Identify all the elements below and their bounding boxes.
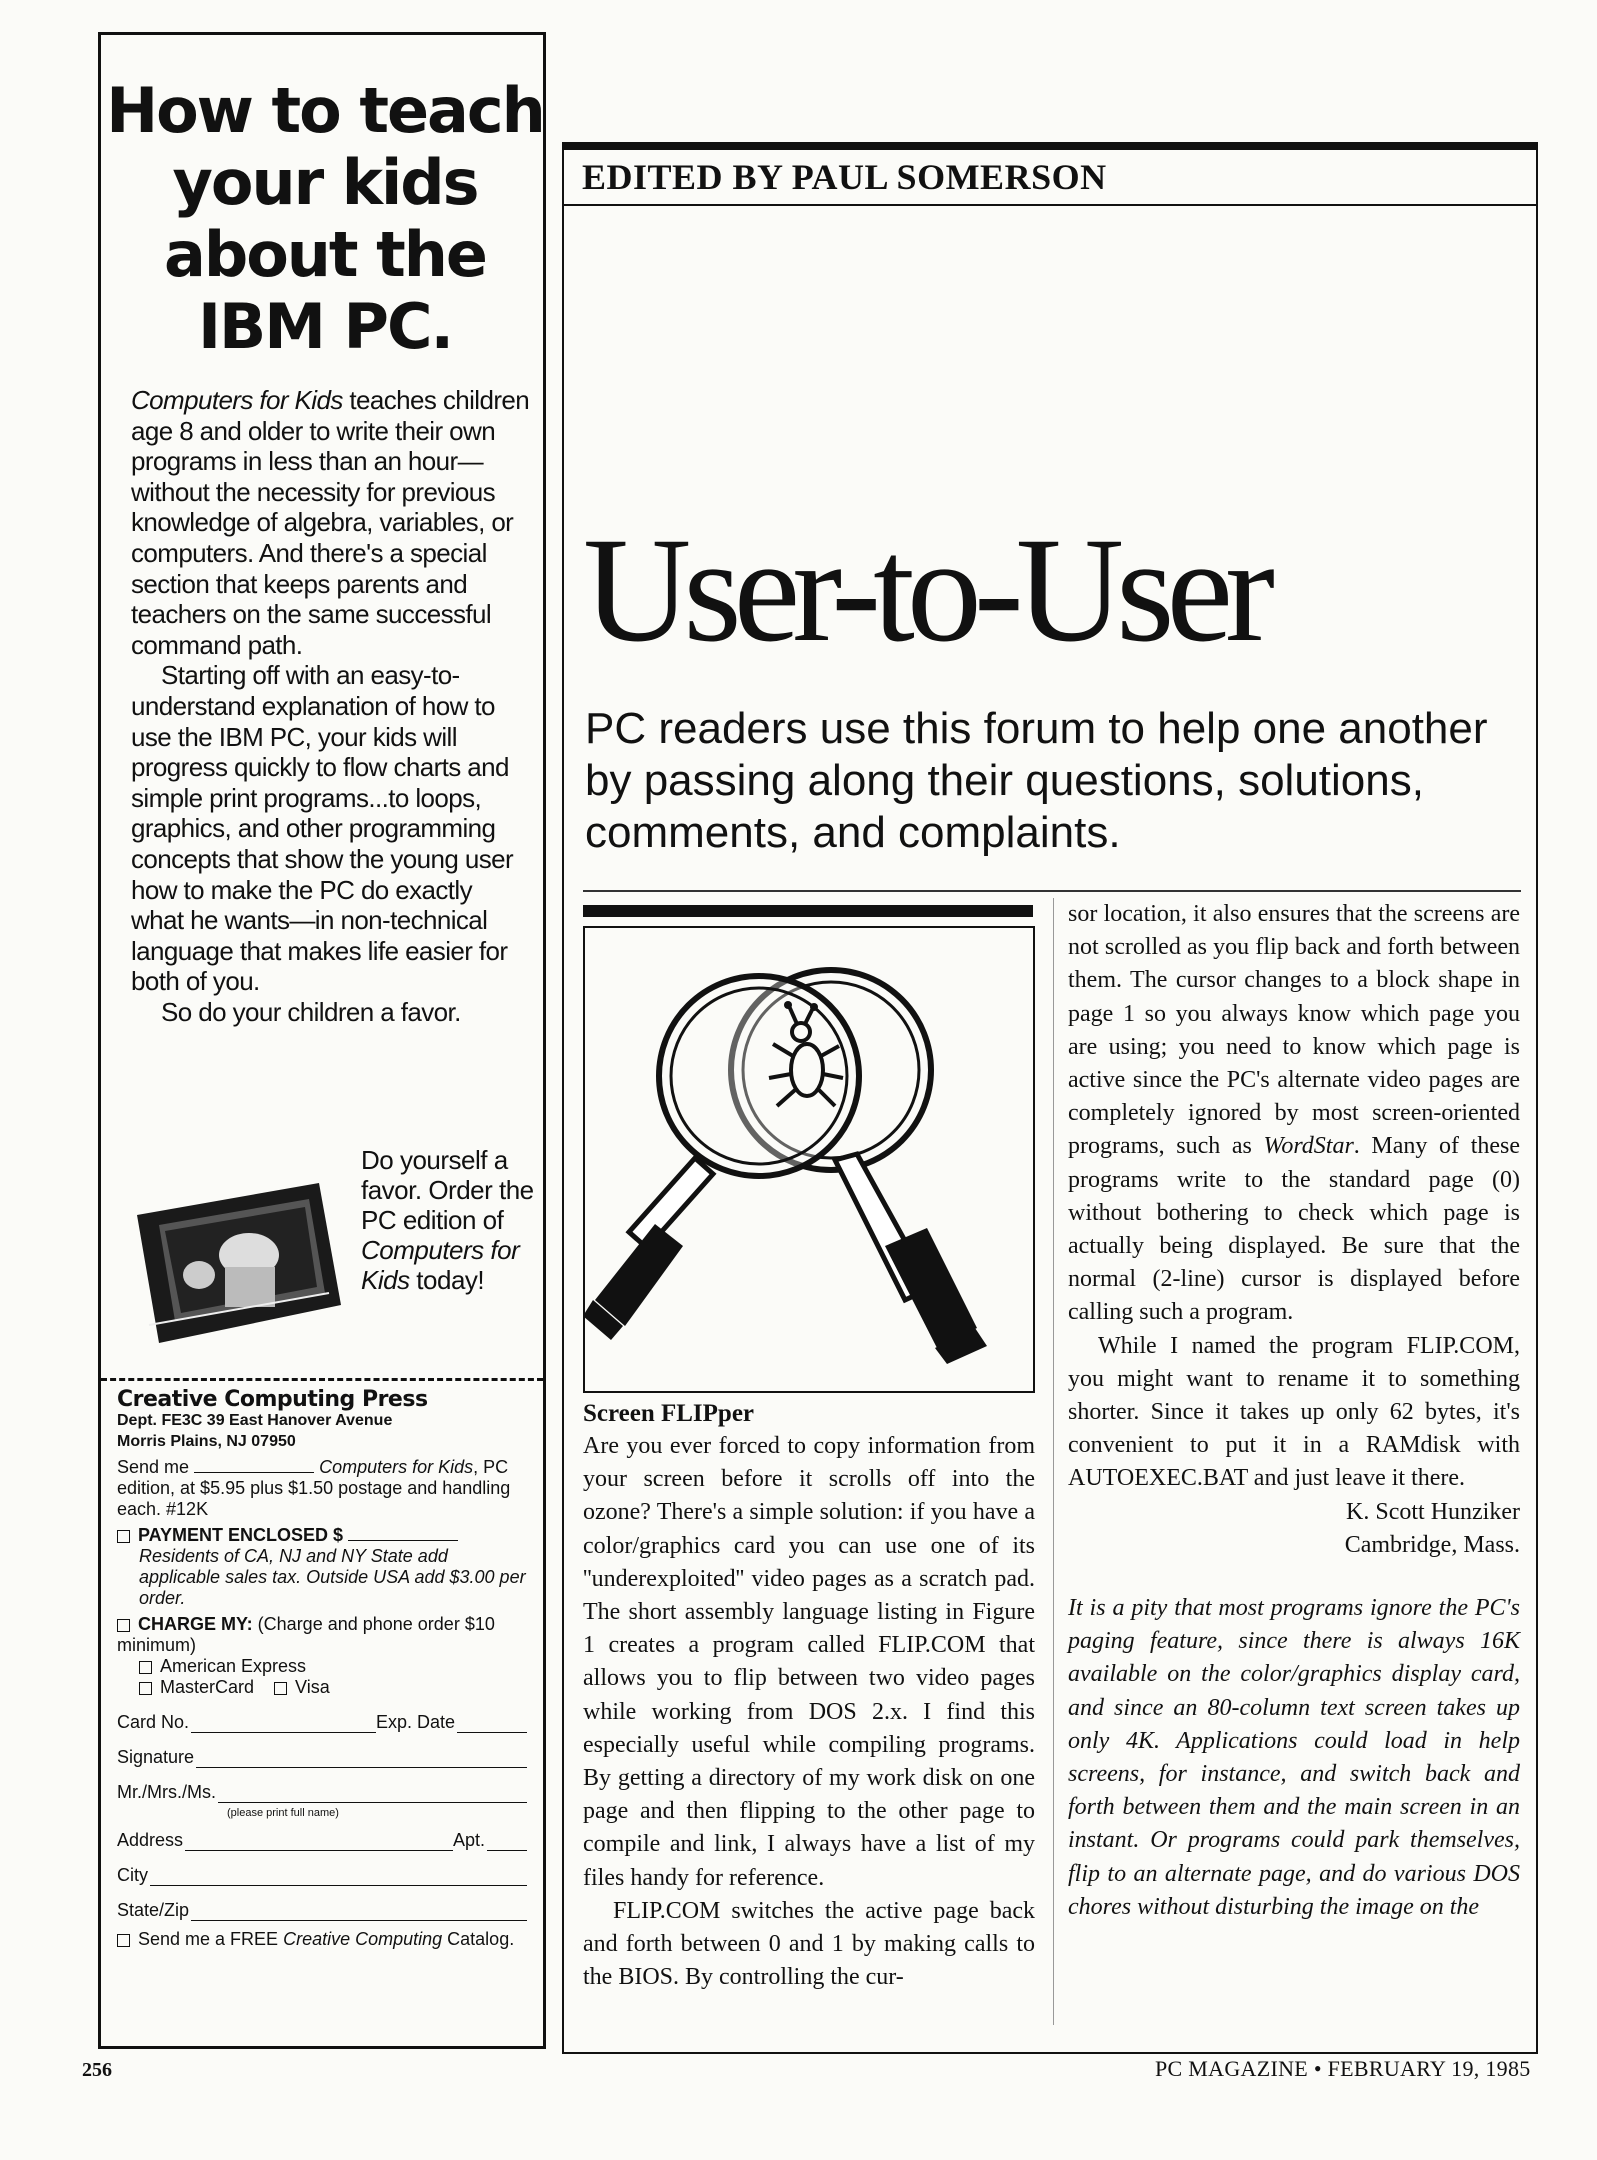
apt-label: Apt. bbox=[452, 1830, 485, 1850]
ad-offer-text bbox=[361, 1145, 536, 1295]
edited-by-line: EDITED BY PAUL SOMERSON bbox=[582, 157, 1107, 197]
city-field[interactable] bbox=[117, 1865, 527, 1886]
catalog-text-title: Creative Computing bbox=[283, 1929, 443, 1949]
state-zip-label: State/Zip bbox=[117, 1900, 190, 1920]
mastercard-label: MasterCard bbox=[160, 1677, 255, 1697]
catalog-option bbox=[117, 1929, 527, 1950]
catalog-text-post: Catalog. bbox=[442, 1929, 515, 1949]
payment-note: Residents of CA, NJ and NY State add applicable sales tax. Outside USA add $3.00 per order. bbox=[139, 1546, 526, 1608]
card-type-options bbox=[139, 1656, 527, 1698]
order-coupon bbox=[101, 1378, 543, 2051]
charge-note: (Charge and phone order $10 minimum) bbox=[117, 1614, 495, 1655]
quantity-blank[interactable] bbox=[194, 1472, 314, 1473]
mastercard-checkbox[interactable] bbox=[139, 1682, 152, 1695]
section-heading: Screen FLIPper bbox=[583, 1400, 755, 1427]
subtitle-rule bbox=[583, 890, 1521, 892]
amex-checkbox[interactable] bbox=[139, 1661, 152, 1674]
payment-option bbox=[117, 1525, 527, 1609]
column-1-paragraph-1: Are you ever forced to copy information from your screen before it scrolls off into the ozone? There's a simple solution: if you have a color/graphics card you can use one of its ''underexploited'' video pages as a scratch pad. The short assembly language listing in Figure 1 creates a program called FLIP.COM that allows you to flip between two video pages while working from DOS 2.x. I find this especially useful while compiling programs. By getting a directory of my work disk on one page and then flipping to the other page to compile and link, I always have a list of my files handy for reference. bbox=[583, 1433, 1035, 1891]
illustration-bar bbox=[583, 905, 1033, 917]
page-number: 256 bbox=[82, 2059, 112, 2081]
article-subtitle: PC readers use this forum to help one another by passing along their questions, solutions, comments, and complaints. bbox=[585, 704, 1488, 857]
city-label: City bbox=[117, 1865, 148, 1885]
ad-headline: How to teach your kids about the IBM PC. bbox=[106, 74, 544, 363]
wordstar-title: WordStar bbox=[1263, 1133, 1354, 1160]
ad-paragraph-1-text: teaches children age 8 and older to write their own programs in less than an hour—without the necessity for previous knowledge of algebra, variables, or computers. And there's a special section that keeps parents and teachers on the same successful command path. bbox=[131, 385, 530, 660]
send-me-line bbox=[117, 1457, 527, 1520]
ad-paragraph-2: Starting off with an easy-to-understand explanation of how to use the IBM PC, your kids will progress quickly to flow charts and simple print programs...to loops, graphics, and other programming concepts that show the young user how to make the PC do exactly what he wants—in non-technical language that makes life easier for both of you. bbox=[131, 660, 514, 997]
catalog-checkbox[interactable] bbox=[117, 1934, 130, 1947]
offer-text-post: today! bbox=[409, 1265, 485, 1295]
signature-label: Signature bbox=[117, 1747, 195, 1767]
article-column-2 bbox=[1068, 898, 1520, 1924]
publisher-city: Morris Plains, NJ 07950 bbox=[117, 1433, 296, 1450]
ad-book-title: Computers for Kids bbox=[131, 385, 343, 415]
card-number-field[interactable] bbox=[117, 1712, 527, 1733]
charge-checkbox[interactable] bbox=[117, 1619, 130, 1632]
column-separator bbox=[1053, 898, 1054, 2025]
address-label: Address bbox=[117, 1830, 184, 1850]
column-2-text-b: . Many of these programs write to the standard page (0) without bothering to check which page is actually being displayed. Be sure that the normal (2-line) cursor is displayed before calling such a program. bbox=[1068, 1133, 1521, 1326]
send-me-rest: , PC edition, at $5.95 plus $1.50 postage and handling each. #12K bbox=[117, 1457, 511, 1519]
author-name: K. Scott Hunziker bbox=[1346, 1498, 1520, 1525]
card-number-label: Card No. bbox=[117, 1712, 190, 1732]
column-2-text-a: sor location, it also ensures that the screens are not scrolled as you flip back and forth between them. The cursor changes to a block shape in page 1 so you always know which page you are using; you need to know which page is active since the PC's alternate video pages are completely ignored by most screen-oriented programs, such as bbox=[1068, 901, 1520, 1160]
offer-book-title: Computers for Kids bbox=[361, 1235, 520, 1295]
exp-date-label: Exp. Date bbox=[375, 1712, 455, 1732]
visa-label: Visa bbox=[295, 1677, 330, 1697]
column-1-paragraph-2: FLIP.COM switches the active page back and forth between 0 and 1 by making calls to the BIOS. By controlling the cur- bbox=[583, 1897, 1035, 1991]
send-me-title: Computers for Kids bbox=[319, 1457, 474, 1477]
magnifying-glass-bug-illustration bbox=[585, 928, 1033, 1391]
ad-body bbox=[131, 385, 531, 1027]
amex-label: American Express bbox=[160, 1656, 307, 1676]
editor-note: It is a pity that most programs ignore the PC's paging feature, since there is always 16K available on the color/graphics display card, and since an 80-column text screen takes up only 4K. Applications could load in help screens, for instance, and switch back and forth between them and the main screen in an instant. Or programs could park themselves, flip to an alternate page, and do various DOS chores without disturbing the image on the bbox=[1068, 1595, 1520, 1920]
author-location: Cambridge, Mass. bbox=[1344, 1531, 1520, 1558]
catalog-text-pre: Send me a FREE bbox=[138, 1929, 284, 1949]
charge-label: CHARGE MY: bbox=[138, 1614, 253, 1634]
state-zip-field[interactable] bbox=[117, 1900, 527, 1921]
publisher-name: Creative Computing Press bbox=[117, 1387, 428, 1412]
magazine-footer: PC MAGAZINE • FEBRUARY 19, 1985 bbox=[1155, 2056, 1531, 2081]
payment-label: PAYMENT ENCLOSED $ bbox=[138, 1525, 344, 1545]
book-photo-image bbox=[129, 1175, 344, 1345]
signature-field[interactable] bbox=[117, 1747, 527, 1768]
address-field[interactable] bbox=[117, 1830, 527, 1851]
ad-paragraph-1 bbox=[131, 385, 531, 660]
name-note: (please print full name) bbox=[227, 1807, 339, 1819]
payment-amount-blank[interactable] bbox=[348, 1540, 458, 1541]
article-column-1 bbox=[583, 1398, 1035, 1994]
offer-text-pre: Do yourself a favor. Order the PC edition of bbox=[361, 1145, 534, 1235]
column-2-paragraph-1 bbox=[1068, 898, 1520, 1330]
illustration-box bbox=[583, 926, 1035, 1393]
publisher-dept: Dept. FE3C 39 East Hanover Avenue bbox=[117, 1412, 393, 1429]
payment-checkbox[interactable] bbox=[117, 1530, 130, 1543]
name-field[interactable] bbox=[117, 1782, 527, 1803]
charge-option bbox=[117, 1614, 527, 1698]
name-label: Mr./Mrs./Ms. bbox=[117, 1782, 216, 1802]
send-me-label: Send me bbox=[117, 1457, 190, 1477]
column-2-paragraph-2: While I named the program FLIP.COM, you might want to rename it to something shorter. Since it takes up only 62 bytes, it's convenient to put it in a RAMdisk with AUTOEXEC.BAT and just leave it there. bbox=[1068, 1332, 1520, 1492]
coupon-content bbox=[117, 1389, 527, 1950]
header-rule bbox=[564, 204, 1536, 206]
visa-checkbox[interactable] bbox=[274, 1682, 287, 1695]
ad-paragraph-3: So do your children a favor. bbox=[161, 996, 461, 1027]
advertisement bbox=[98, 32, 546, 2049]
article-title: User-to-User bbox=[583, 507, 1268, 673]
